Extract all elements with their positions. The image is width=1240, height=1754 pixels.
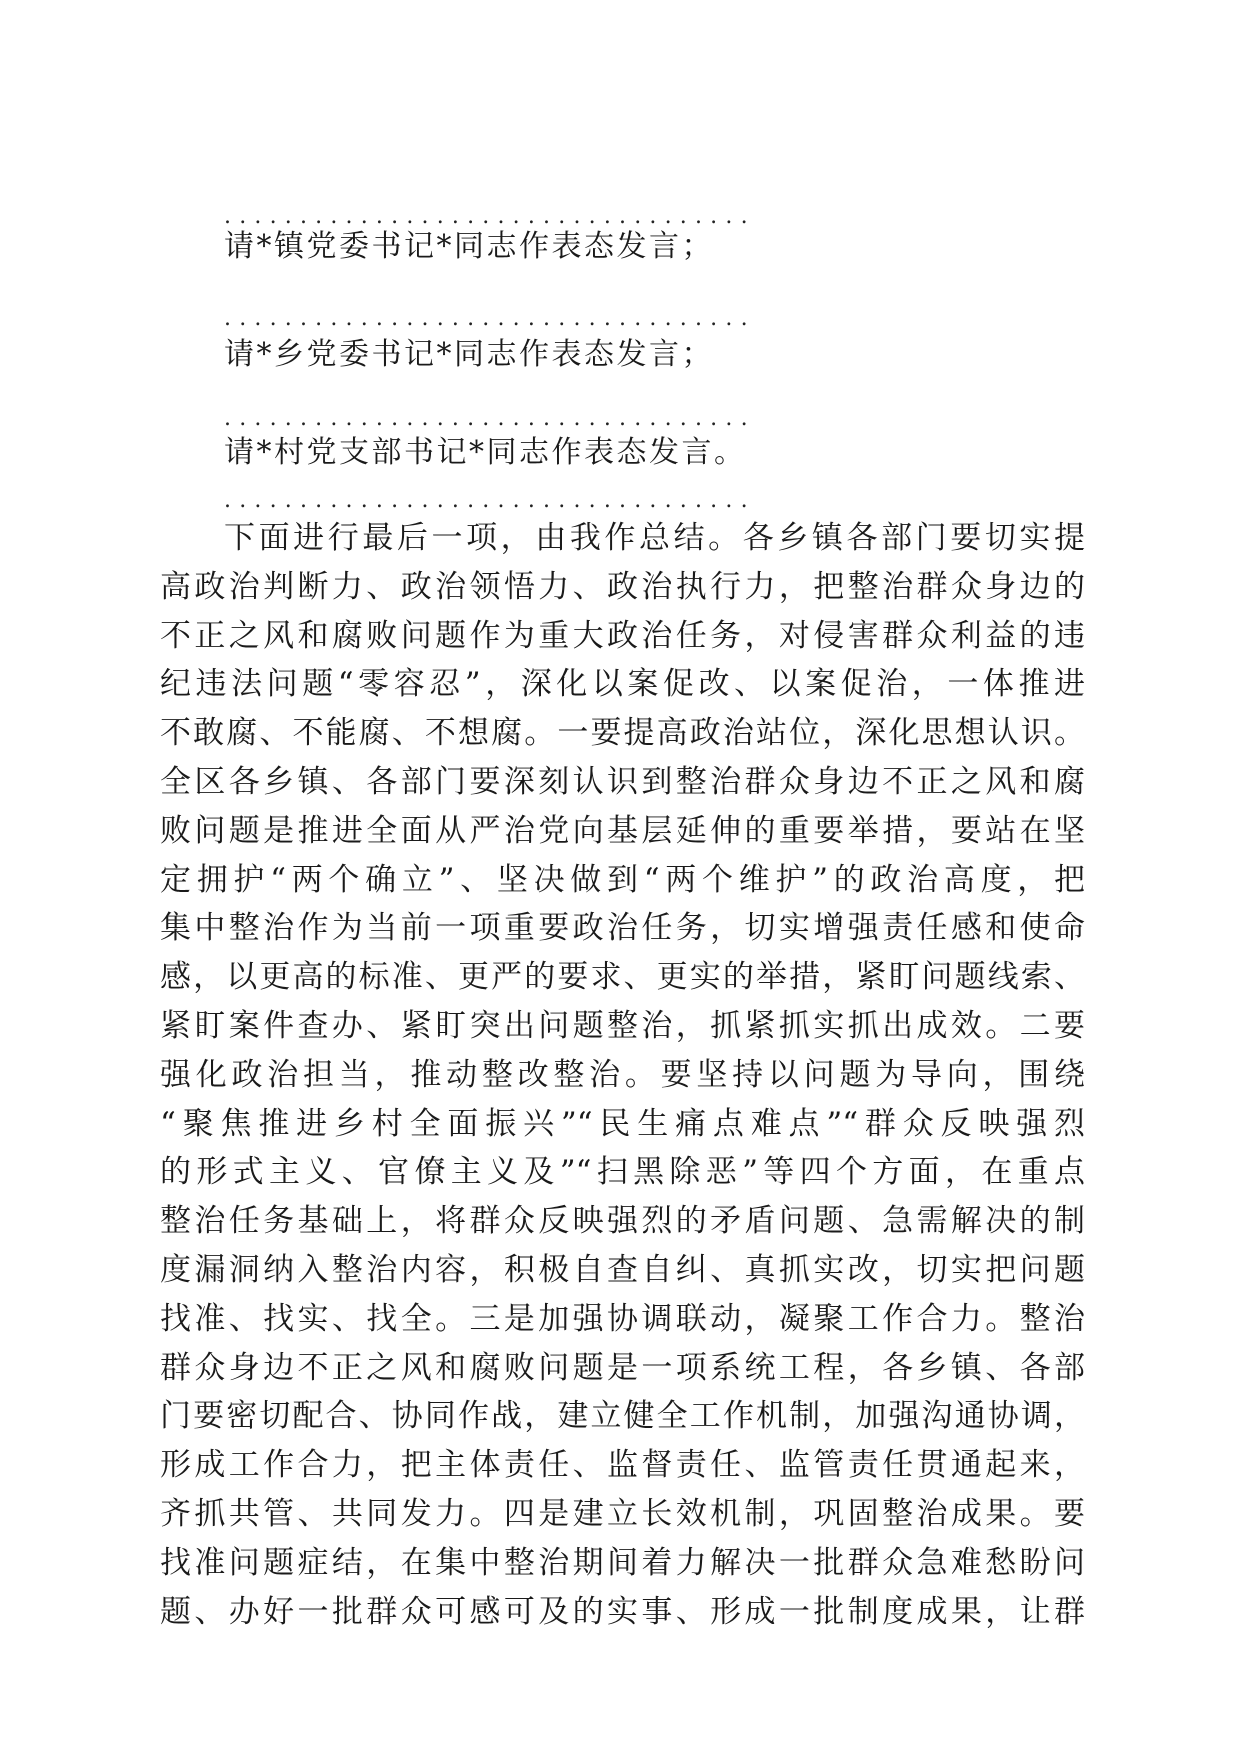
paragraph-line: 齐抓共管、共同发力。四是建立长效机制，巩固整治成果。要 [160, 1495, 1085, 1532]
paragraph-line: 集中整治作为当前一项重要政治任务，切实增强责任感和使命 [160, 910, 1085, 947]
paragraph-line: 不正之风和腐败问题作为重大政治任务，对侵害群众利益的违 [160, 617, 1085, 654]
paragraph-line: 找准、找实、找全。三是加强协调联动，凝聚工作合力。整治 [160, 1300, 1085, 1337]
paragraph-line: 高政治判断力、政治领悟力、政治执行力，把整治群众身边的 [160, 568, 1085, 605]
paragraph-line: 整治任务基础上，将群众反映强烈的矛盾问题、急需解决的制 [160, 1203, 1085, 1240]
paragraph-line: 强化政治担当，推动整改整治。要坚持以问题为导向，围绕 [160, 1056, 1085, 1093]
paragraph-line: 找准问题症结，在集中整治期间着力解决一批群众急难愁盼问 [160, 1544, 1085, 1581]
paragraph-line: 度漏洞纳入整治内容，积极自查自纠、真抓实改，切实把问题 [160, 1251, 1085, 1288]
paragraph-line: 题、办好一批群众可感可及的实事、形成一批制度成果，让群 [160, 1593, 1085, 1630]
paragraph-line: “聚焦推进乡村全面振兴”“民生痛点难点”“群众反映强烈 [160, 1105, 1085, 1142]
paragraph-line: 不敢腐、不能腐、不想腐。一要提高政治站位，深化思想认识。 [160, 715, 1085, 752]
speech-item: 请*镇党委书记*同志作表态发言； [224, 229, 714, 264]
paragraph-line: 下面进行最后一项，由我作总结。各乡镇各部门要切实提 [224, 520, 1085, 556]
paragraph-line: 感，以更高的标准、更严的要求、更实的举措，紧盯问题线索、 [160, 959, 1085, 996]
paragraph-line: 败问题是推进全面从严治党向基层延伸的重要举措，要站在坚 [160, 812, 1085, 849]
paragraph-line: 全区各乡镇、各部门要深刻认识到整治群众身边不正之风和腐 [160, 763, 1085, 800]
ellipsis-line: ................................... [224, 204, 756, 229]
ellipsis-line: ................................... [224, 488, 756, 513]
paragraph-line: 紧盯案件查办、紧盯突出问题整治，抓紧抓实抓出成效。二要 [160, 1007, 1085, 1044]
ellipsis-line: ................................... [224, 406, 756, 431]
speech-item: 请*村党支部书记*同志作表态发言。 [224, 435, 747, 470]
ellipsis-line: ................................... [224, 306, 756, 331]
paragraph-line: 群众身边不正之风和腐败问题是一项系统工程，各乡镇、各部 [160, 1349, 1085, 1386]
paragraph-line: 门要密切配合、协同作战，建立健全工作机制，加强沟通协调， [160, 1398, 1085, 1435]
paragraph-line: 定拥护“两个确立”、坚决做到“两个维护”的政治高度，把 [160, 861, 1085, 898]
summary-paragraph [160, 514, 1085, 1636]
paragraph-line: 纪违法问题“零容忍”，深化以案促改、以案促治，一体推进 [160, 666, 1085, 703]
paragraph-line: 的形式主义、官僚主义及”“扫黑除恶”等四个方面，在重点 [160, 1154, 1085, 1191]
speech-item: 请*乡党委书记*同志作表态发言； [224, 337, 714, 372]
paragraph-line: 形成工作合力，把主体责任、监督责任、监管责任贯通起来， [160, 1447, 1085, 1484]
